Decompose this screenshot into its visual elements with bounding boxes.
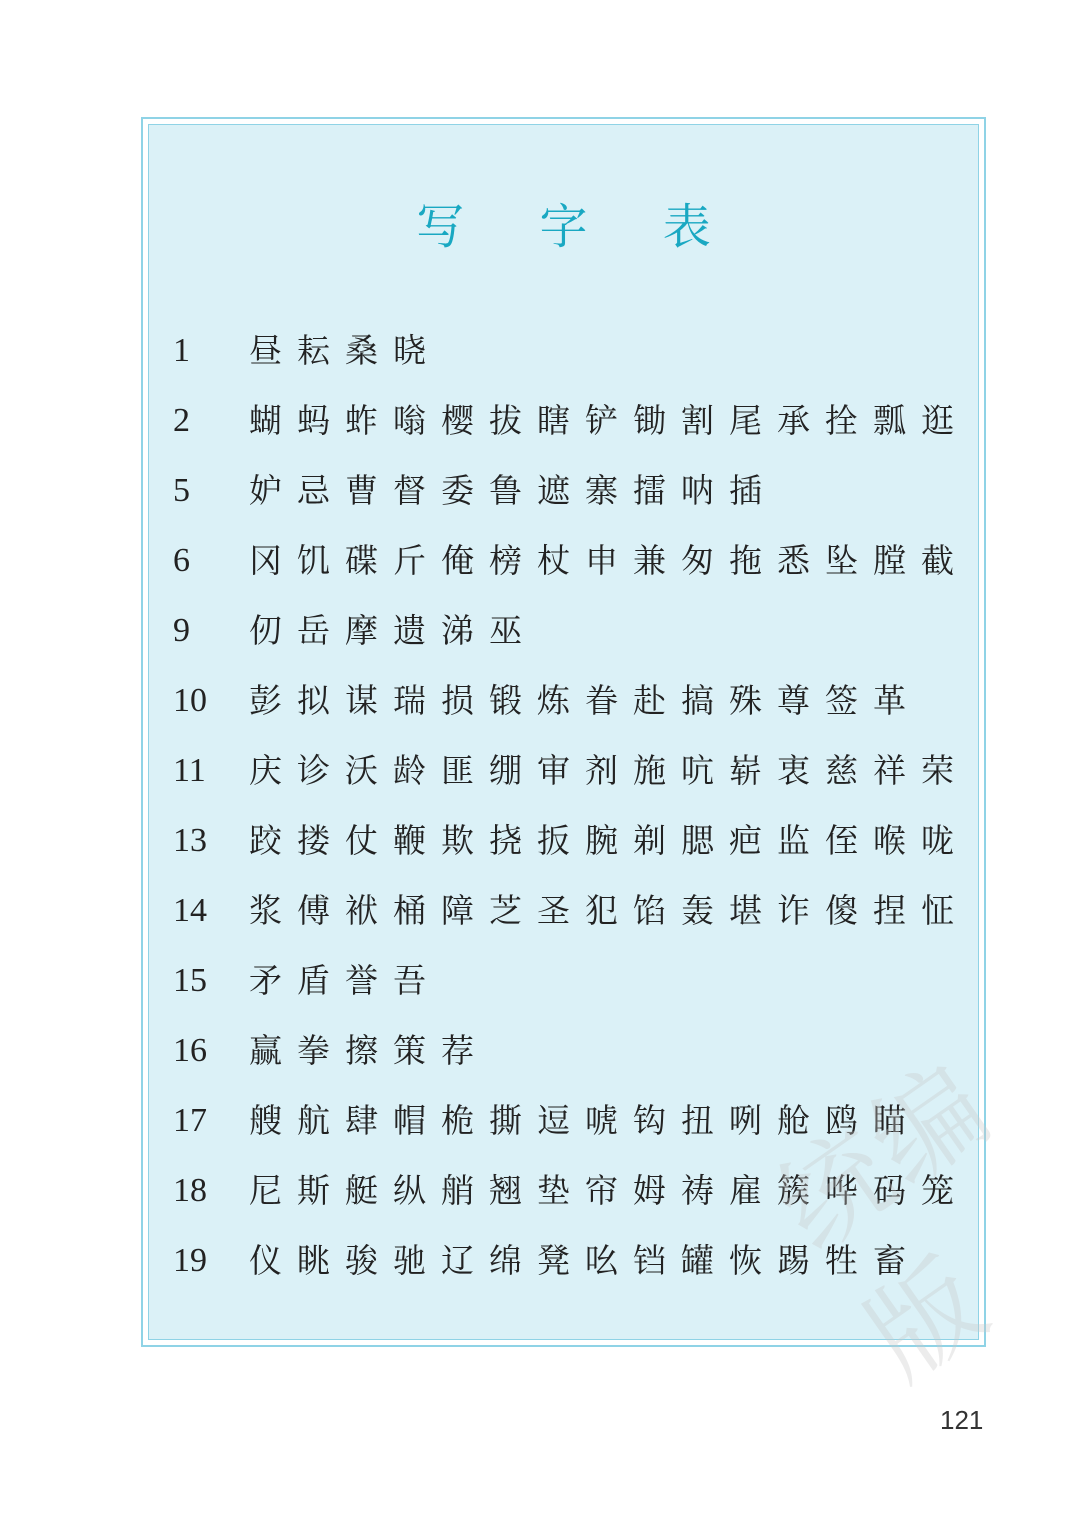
- lesson-characters: 艘航肆帽桅撕逗唬钩扭咧舱鸥瞄: [249, 1101, 921, 1140]
- lesson-number: 13: [173, 822, 207, 859]
- lesson-characters: 仪眺骏驰辽绵凳吆铛罐恢踢牲畜: [249, 1241, 921, 1280]
- list-item: [149, 607, 978, 655]
- lesson-number: 9: [173, 612, 190, 649]
- lesson-number: 5: [173, 472, 190, 509]
- list-item: [149, 1167, 978, 1215]
- lesson-characters: 蝴蚂蚱嗡樱拔瞎铲锄割尾承拴瓢逛: [249, 401, 969, 440]
- lesson-number: 19: [173, 1242, 207, 1279]
- lesson-number: 17: [173, 1102, 207, 1139]
- list-item: [149, 467, 978, 515]
- lesson-characters: 仞岳摩遗涕巫: [249, 611, 537, 650]
- list-item: [149, 817, 978, 865]
- list-item: [149, 677, 978, 725]
- lesson-characters: 昼耘桑晓: [249, 331, 441, 370]
- edition-watermark: 统编版: [753, 1038, 1014, 1404]
- lesson-characters: 跤搂仗鞭欺挠扳腕剃腮疤监侄喉咙: [249, 821, 969, 860]
- lesson-number: 6: [173, 542, 190, 579]
- lesson-characters: 矛盾誉吾: [249, 961, 441, 1000]
- lesson-number: 10: [173, 682, 207, 719]
- list-item: [149, 957, 978, 1005]
- word-list: [149, 125, 978, 1339]
- word-table-frame: [141, 117, 986, 1347]
- list-item: [149, 537, 978, 585]
- page-title: 写 字 表: [416, 199, 741, 255]
- list-item: [149, 887, 978, 935]
- lesson-characters: 赢拳擦策荐: [249, 1031, 489, 1070]
- list-item: [149, 397, 978, 445]
- lesson-number: 1: [173, 332, 190, 369]
- lesson-characters: 庆诊沃龄匪绷审剂施吭崭衷慈祥荣: [249, 751, 969, 790]
- list-item: [149, 747, 978, 795]
- list-item: [149, 1237, 978, 1285]
- lesson-number: 2: [173, 402, 190, 439]
- lesson-characters: 妒忌曹督委鲁遮寨擂呐插: [249, 471, 777, 510]
- list-item: [149, 1097, 978, 1145]
- lesson-number: 11: [173, 752, 206, 789]
- lesson-characters: 浆傅袱桶障芝圣犯馅轰堪诈傻捏怔: [249, 891, 969, 930]
- lesson-number: 16: [173, 1032, 207, 1069]
- page-number: 121: [940, 1405, 984, 1435]
- lesson-number: 15: [173, 962, 207, 999]
- lesson-characters: 彭拟谋瑞损锻炼眷赴搞殊尊签革: [249, 681, 921, 720]
- list-item: [149, 327, 978, 375]
- list-item: [149, 1027, 978, 1075]
- lesson-number: 14: [173, 892, 207, 929]
- lesson-characters: 冈饥碟斤俺榜杖申兼匆拖悉坠膛截: [249, 541, 969, 580]
- lesson-number: 18: [173, 1172, 207, 1209]
- lesson-characters: 尼斯艇纵艄翘垫帘姆祷雇簇哗码笼: [249, 1171, 969, 1210]
- word-table-panel: [148, 124, 979, 1340]
